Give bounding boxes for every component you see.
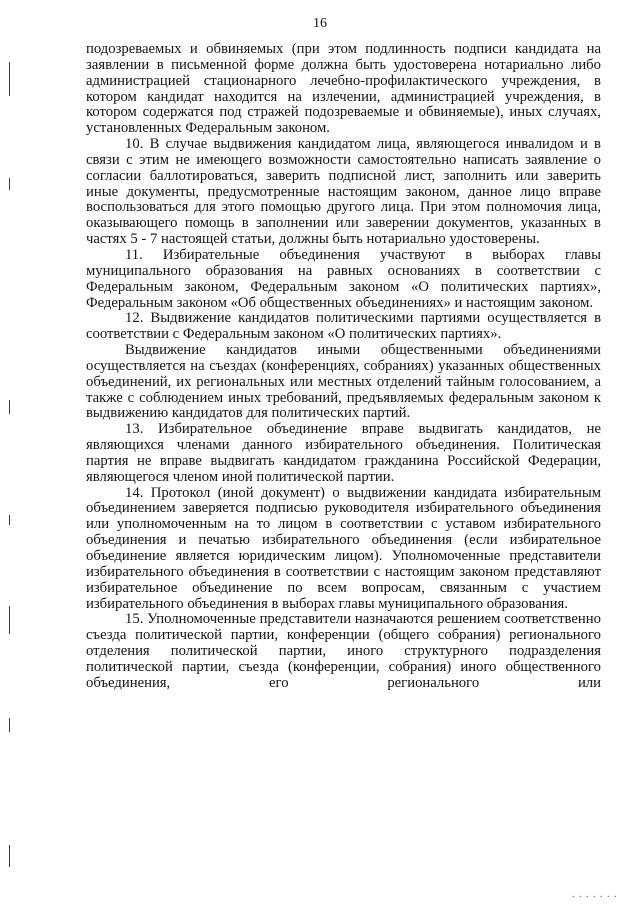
- margin-mark: [9, 845, 10, 867]
- margin-mark: [9, 718, 10, 732]
- margin-mark: [9, 515, 10, 525]
- margin-mark: [9, 400, 10, 414]
- paragraph: 14. Протокол (иной документ) о выдвижении кандидата избирательным объединением заверяется подписью руководителя избирательного объединения или уполномоченным на то лицом в соответствии с уставом избирательного объединения и печатью избирательного объединения (если избирательное объединение является юридическим лицом). Уполномоченные представители избирательного объединения в соответствии с настоящим законом представляют избирательное объединение по всем вопросам, связанным с участием избирательного объединения в выборах главы муниципального образования.: [86, 484, 601, 612]
- margin-mark: [9, 178, 10, 190]
- page-number: 16: [313, 16, 327, 31]
- paragraph: 10. В случае выдвижения кандидатом лица, являющегося инвалидом и в связи с этим не имеющего возможности самостоятельно написать заявление о согласии баллотироваться, заверить подписной лист, заполнить или заверить иные документы, предусмотренные настоящим законом, данное лицо вправе воспользоваться для этого помощью другого лица. При этом полномочия лица, оказывающего помощь в заполнении или заверении документов, указанных в частях 5 - 7 настоящей статьи, должны быть нотариально удостоверены.: [86, 136, 601, 248]
- margin-mark: [9, 606, 10, 634]
- paragraph: 12. Выдвижение кандидатов политическими партиями осуществляется в соответствии с Федеральным законом «О политических партиях».: [86, 310, 601, 343]
- margin-mark: [9, 62, 10, 96]
- paragraph: 11. Избирательные объединения участвуют в выборах главы муниципального образования на равных основаниях в соответствии с Федеральным законом, Федеральным законом «О политических партиях», Федеральным законом «Об общественных объединениях» и настоящим законом.: [86, 246, 601, 311]
- paragraph: 13. Избирательное объединение вправе выдвигать кандидатов, не являющихся членами данного избирательного объединения. Политическая партия не вправе выдвигать кандидатом гражданина Российской Федерации, являющегося членом иной политической партии.: [86, 421, 601, 485]
- paragraph: Выдвижение кандидатов иными общественными объединениями осуществляется на съездах (конференциях, собраниях) указанных общественных объединений, их региональных или местных отделений тайным голосованием, а также с соблюдением иных требований, предъявляемых федеральным законом к выдвижению кандидатов для политических партий.: [86, 342, 601, 422]
- paragraph: 15. Уполномоченные представители назначаются решением соответственно съезда политической партии, конференции (общего собрания) регионального отделения политической партии, иного структурного подразделения политической партии, съезда (конференции, собрания) иного общественного объединения, его регионального или: [86, 611, 601, 691]
- paragraph: подозреваемых и обвиняемых (при этом подлинность подписи кандидата на заявлении в письменной форме должна быть удостоверена нотариально либо администрацией стационарного лечебно-профилактического учреждения, в котором кандидат находится на излечении, администрацией учреждения, в котором содержатся под стражей подозреваемые и обвиняемые), иных случаях, установленных Федеральным законом.: [86, 41, 601, 137]
- scan-artifact-dots: . . . . . . .: [572, 889, 618, 900]
- body-text: [86, 42, 601, 692]
